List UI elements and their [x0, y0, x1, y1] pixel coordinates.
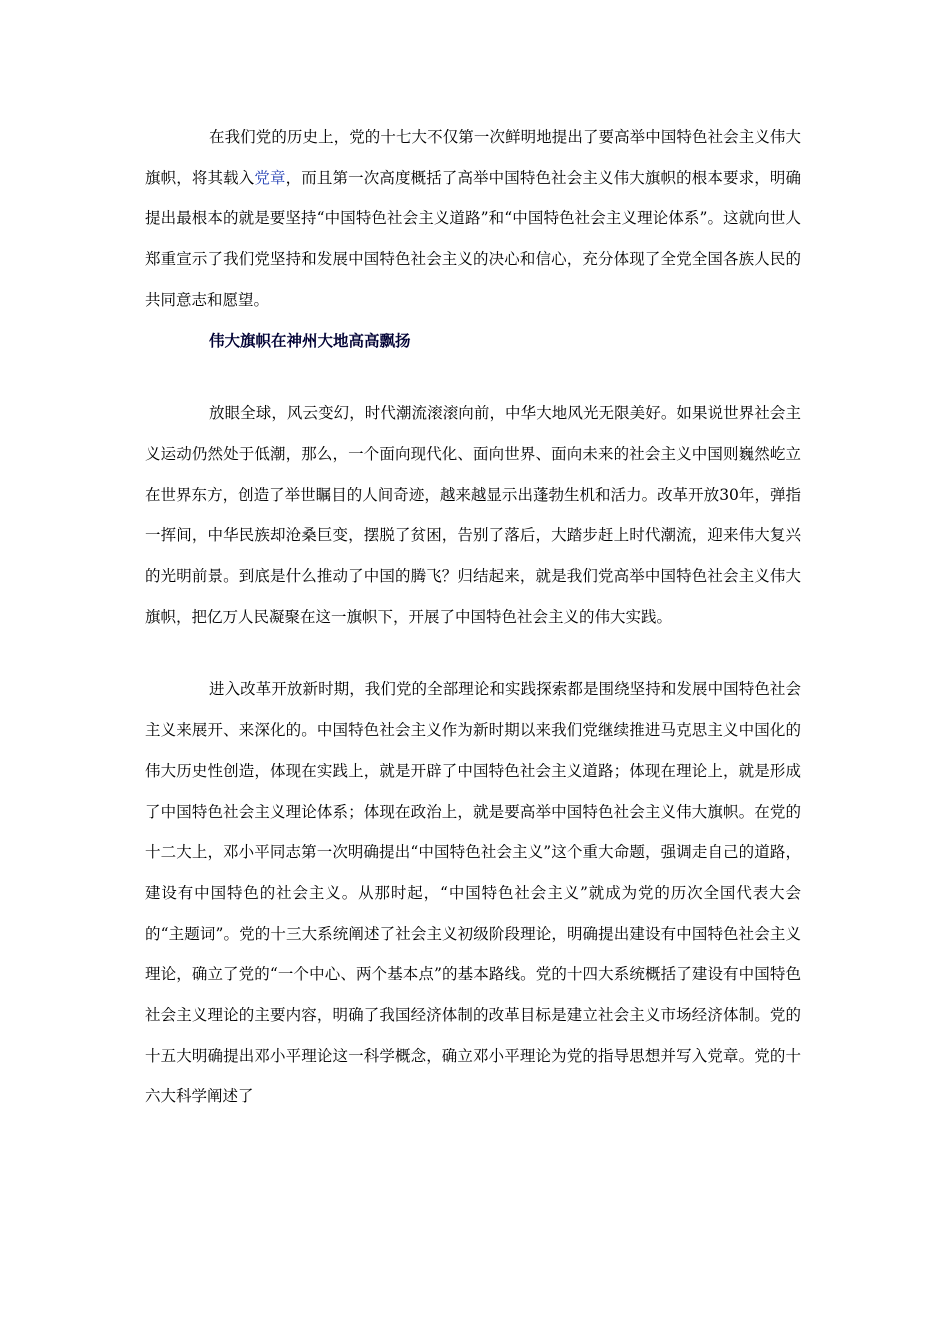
paragraph-2: 放眼全球，风云变幻，时代潮流滚滚向前，中华大地风光无限美好。如果说世界社会主义运动仍然处于低潮，那么，一个面向现代化、面向世界、面向未来的社会主义中国则巍然屹立在世界东方，创造了举世瞩目的人间奇迹，越来越显示出蓬勃生机和活力。改革开放30年，弹指一挥间，中华民族却沧桑巨变，摆脱了贫困，告别了落后，大踏步赶上时代潮流，迎来伟大复兴的光明前景。到底是什么推动了中国的腾飞？归结起来，就是我们党高举中国特色社会主义伟大旗帜，把亿万人民凝聚在这一旗帜下，开展了中国特色社会主义的伟大实践。 — [145, 404, 801, 626]
paragraph-1-text-a: 在我们党的历史上，党的十七大不仅第一次鲜明地提出了要高举中国特色社会主义伟大旗帜，将其载入 — [145, 128, 801, 187]
paragraph-1-text-b: ，而且第一次高度概括了高举中国特色社会主义伟大旗帜的根本要求，明确提出最根本的就是要坚持“中国特色社会主义道路”和“中国特色社会主义理论体系”。这就向世人郑重宣示了我们党坚持和发展中国特色社会主义的决心和信心，充分体现了全党全国各族人民的共同意志和愿望。 — [145, 168, 801, 309]
paragraph-3: 进入改革开放新时期，我们党的全部理论和实践探索都是围绕坚持和发展中国特色社会主义来展开、来深化的。中国特色社会主义作为新时期以来我们党继续推进马克思主义中国化的伟大历史性创造，体现在实践上，就是开辟了中国特色社会主义道路；体现在理论上，就是形成了中国特色社会主义理论体系；体现在政治上，就是要高举中国特色社会主义伟大旗帜。在党的十二大上，邓小平同志第一次明确提出“中国特色社会主义”这个重大命题，强调走自己的道路，建设有中国特色的社会主义。从那时起，“中国特色社会主义”就成为党的历次全国代表大会的“主题词”。党的十三大系统阐述了社会主义初级阶段理论，明确提出建设有中国特色社会主义理论，确立了党的“一个中心、两个基本点”的基本路线。党的十四大系统概括了建设有中国特色社会主义理论的主要内容，明确了我国经济体制的改革目标是建立社会主义市场经济体制。党的十五大明确提出邓小平理论这一科学概念，确立邓小平理论为党的指导思想并写入党章。党的十六大科学阐述了 — [145, 680, 801, 1106]
section-heading: 伟大旗帜在神州大地高高飘扬 — [209, 330, 411, 350]
paragraph-1 — [145, 117, 801, 321]
party-constitution-link[interactable]: 党章 — [254, 168, 286, 187]
document-body — [145, 117, 801, 1117]
